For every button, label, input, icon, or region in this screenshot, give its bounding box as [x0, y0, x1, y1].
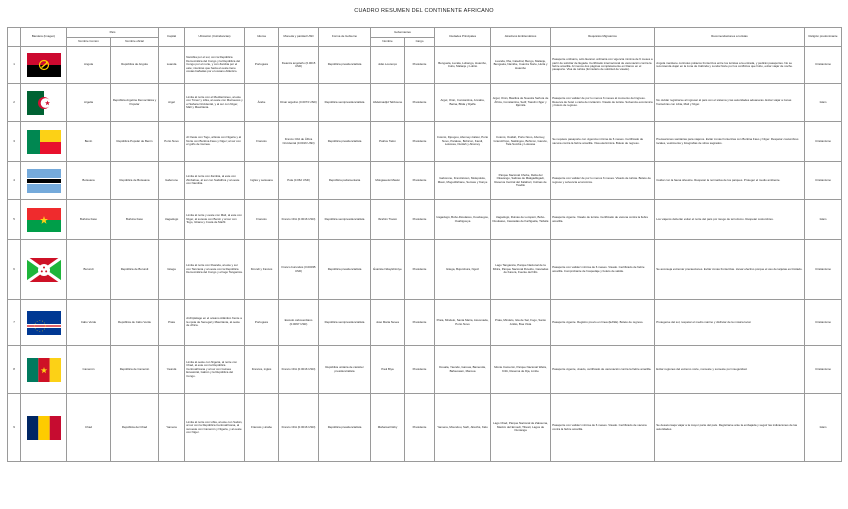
- flag-cameroon-image: [27, 358, 61, 382]
- atractivos-cell: Lago Tanganica, Parque Nacional de la Kibira, Parque Nacional Ruvubu, Cascadas de Karera, Fuente del Nilo: [491, 240, 551, 300]
- header-bandera: Bandera (Imagen): [21, 28, 67, 47]
- gob-nombre-cell: Mokgweetsi Masisi: [371, 162, 405, 200]
- row-number: 9: [8, 394, 21, 462]
- recomendaciones-cell: Cuidar con la fauna silvestre. Respetar la normativa de los parques. Proteger el medio ambiente.: [655, 162, 805, 200]
- header-religion: Religión predominante: [805, 28, 842, 47]
- nombre-comun-cell: Botsuana: [67, 162, 111, 200]
- flag-cell: [21, 47, 67, 84]
- header-moneda: Moneda y paridad USD: [279, 28, 319, 47]
- table-row: [8, 394, 842, 462]
- nombre-oficial-cell: República de Botsuana: [111, 162, 159, 200]
- table-row: [8, 240, 842, 300]
- ubicacion-cell: Namibia por el sur, con la República Democrática del Congo y la República del Congo por el norte, y con Zambia por el este; mientras que hacia el oeste tiene costas bañadas por el océano Atlántico.: [185, 47, 245, 84]
- ubicacion-cell: Limita al norte con Libia, al este con Sudán, al sur con la República Centroafricana, al suroeste con Camerún y Nigeria, y al oeste con Níger.: [185, 394, 245, 462]
- header-idioma: Idioma: [245, 28, 279, 47]
- gob-cargo-cell: Presidente: [405, 346, 435, 394]
- forma-gobierno-cell: República unitaria de carácter presidencialista: [319, 346, 371, 394]
- ubicacion-cell: Limita al norte con Ruanda, al este y sur con Tanzania y al oeste con la República Democrática del Congo y el lago Tanganica.: [185, 240, 245, 300]
- religion-cell: Islam: [805, 200, 842, 240]
- atractivos-cell: Lago Chad, Parque Nacional de Zakouma, Macizo del Ennedi, Tibesti, Lagos de Ounianga: [491, 394, 551, 462]
- header-pais: País: [67, 28, 159, 38]
- recomendaciones-cell: Los viajeros deberán evitar el norte del país por riesgo de terrorismo. Respetar costumbres.: [655, 200, 805, 240]
- gob-nombre-cell: Évariste Ndayishimiye: [371, 240, 405, 300]
- nombre-oficial-cell: República Popular de Benín: [111, 122, 159, 162]
- religion-cell: Cristianismo: [805, 122, 842, 162]
- row-number: 3: [8, 122, 21, 162]
- idioma-cell: Francés: [245, 122, 279, 162]
- idioma-cell: Francés: [245, 200, 279, 240]
- capital-cell: Gitega: [159, 240, 185, 300]
- flag-cell: [21, 84, 67, 122]
- requisitos-cell: Pasaporte vigente. Visado de turista. Certificado de vacuna contra la fiebre amarilla.: [551, 200, 655, 240]
- recomendaciones-cell: Protegerse del sol, respetar el medio marino y disfrutar de la música local.: [655, 300, 805, 346]
- religion-cell: Cristianismo: [805, 162, 842, 200]
- capital-cell: Yaundé: [159, 346, 185, 394]
- flag-cell: [21, 162, 67, 200]
- moneda-cell: Pula (0.062 USD): [279, 162, 319, 200]
- header-ciudades: Ciudades Principales: [435, 28, 491, 47]
- recomendaciones-cell: Precauciones sanitarias para viajeros. Evitar zonas fronterizas con Burkina Faso y Níger. Respetar costumbres locales, vestimenta y fotografías de sitios sagrados.: [655, 122, 805, 162]
- atractivos-cell: Parque Nacional Chobe, Delta del Okavango, Salinas de Makgadikgadi, Reserva Central del Kalahari, Colinas de Tsodilo: [491, 162, 551, 200]
- gob-cargo-cell: Presidente: [405, 47, 435, 84]
- requisitos-cell: Pasaporte vigente. Registro previo en línea (EASE). Boleto de regreso.: [551, 300, 655, 346]
- flag-cell: [21, 394, 67, 462]
- forma-gobierno-cell: República semipresidencialista: [319, 84, 371, 122]
- flag-caboverde-image: [27, 311, 61, 335]
- recomendaciones-cell: Evitar regiones del extremo norte, noroeste y suroeste por inseguridad.: [655, 346, 805, 394]
- moneda-cell: Kwanza angoleño (0.0015 USD): [279, 47, 319, 84]
- ubicacion-cell: Al Oeste con Togo, al Este con Nigeria y al Norte con Burkina Faso y Níger; al sur con el golfo de Guinea.: [185, 122, 245, 162]
- religion-cell: Islam: [805, 84, 842, 122]
- gob-nombre-cell: Abdelmadjid Tebboune: [371, 84, 405, 122]
- moneda-cell: Escudo caboverdiano (0.0097 USD): [279, 300, 319, 346]
- capital-cell: Praia: [159, 300, 185, 346]
- gob-nombre-cell: José Maria Neves: [371, 300, 405, 346]
- capital-cell: Yamena: [159, 394, 185, 462]
- header-capital: Capital: [159, 28, 185, 47]
- atractivos-cell: Cotonú, Ouidah, Porto Novo, Abomey, Grand-Popo, Natitingou, Bohicon, Ganvié, Tata Somba y Lokossa: [491, 122, 551, 162]
- ubicacion-cell: Limita al oeste con Nigeria, al norte con Chad, al este con la República Centroafricana y al sur con Guinea Ecuatorial, Gabón y la República del Congo.: [185, 346, 245, 394]
- nombre-comun-cell: Chad: [67, 394, 111, 462]
- recomendaciones-cell: Se desaconseja viajar a la mayor parte del país. Registrarse ante la embajada y seguir las indicaciones de las autoridades.: [655, 394, 805, 462]
- recomendaciones-cell: No olvidar registrarse al ingresar al país con el sistema y las autoridades aduaneras. Evitar viajar a zonas fronterizas con Libia, Malí y Níger.: [655, 84, 805, 122]
- row-number: 5: [8, 200, 21, 240]
- header-num: [8, 28, 21, 47]
- gob-cargo-cell: Presidente: [405, 300, 435, 346]
- row-number: 4: [8, 162, 21, 200]
- requisitos-cell: Se requiere pasaporte con vigencia mínima de 6 meses. Certificado de vacuna contra la fiebre amarilla. Visa electrónica. Boleto de regreso.: [551, 122, 655, 162]
- gob-nombre-cell: Ibrahim Traoré: [371, 200, 405, 240]
- header-nombre-comun: Nombre Común: [67, 38, 111, 47]
- capital-cell: Luanda: [159, 47, 185, 84]
- recomendaciones-cell: Se aconseja extremar precauciones. Evitar zonas fronterizas. Llevar efectivo porque el uso de tarjetas es limitado.: [655, 240, 805, 300]
- religion-cell: Cristianismo: [805, 300, 842, 346]
- forma-gobierno-cell: República presidencialista: [319, 394, 371, 462]
- gob-cargo-cell: Presidente: [405, 394, 435, 462]
- religion-cell: Cristianismo: [805, 240, 842, 300]
- capital-cell: Uagadugú: [159, 200, 185, 240]
- gob-cargo-cell: Presidente: [405, 240, 435, 300]
- atractivos-cell: Monte Camerún, Parque Nacional Waza, Kribi, Reserva de Dja, Limbe: [491, 346, 551, 394]
- header-gob-cargo: Cargo: [405, 38, 435, 47]
- religion-cell: Islam: [805, 394, 842, 462]
- religion-cell: Cristianismo: [805, 346, 842, 394]
- flag-cell: [21, 200, 67, 240]
- nombre-comun-cell: Angola: [67, 47, 111, 84]
- nombre-oficial-cell: Burkina Faso: [111, 200, 159, 240]
- gob-cargo-cell: Presidente: [405, 162, 435, 200]
- atractivos-cell: Uagadugú, Ruinas de Loropéni, Bobo-Dioulasso, Cascadas de Karfiguéla, Tiébélé: [491, 200, 551, 240]
- forma-gobierno-cell: República presidencialista: [319, 47, 371, 84]
- requisitos-cell: Pasaporte con validez mínima de 6 meses. Visado. Certificado de vacuna contra la fiebre amarilla.: [551, 394, 655, 462]
- row-number: 2: [8, 84, 21, 122]
- requisitos-cell: Pasaporte con validez de por lo menos 6 meses. Visado de turista. Boleto de regreso y solvencia económica.: [551, 162, 655, 200]
- flag-chad-image: [27, 416, 61, 440]
- summary-table: [7, 27, 842, 462]
- flag-cell: [21, 240, 67, 300]
- idioma-cell: Portugués: [245, 300, 279, 346]
- header-ubicacion: Ubicación (Colindancias): [185, 28, 245, 47]
- ciudades-cell: Yamena, Moundou, Sarh, Abéché, Kélo: [435, 394, 491, 462]
- header-forma-gobierno: Forma de Gobierno: [319, 28, 371, 47]
- table-row: [8, 84, 842, 122]
- forma-gobierno-cell: República semipresidencialista: [319, 300, 371, 346]
- flag-cell: [21, 122, 67, 162]
- flag-benin-image: [27, 130, 61, 154]
- table-row: [8, 200, 842, 240]
- ubicacion-cell: Limita al norte con Zambia, al este con Zimbabue, al sur con Sudáfrica y al oeste con Namibia.: [185, 162, 245, 200]
- flag-algeria-image: [27, 91, 61, 115]
- flag-cell: [21, 300, 67, 346]
- gob-cargo-cell: Presidente: [405, 84, 435, 122]
- gob-nombre-cell: João Lourenço: [371, 47, 405, 84]
- table-row: [8, 346, 842, 394]
- nombre-oficial-cell: República de Angola: [111, 47, 159, 84]
- flag-cell: [21, 346, 67, 394]
- idioma-cell: Inglés y setsuana: [245, 162, 279, 200]
- moneda-cell: Franco CFA (0.0016 USD): [279, 200, 319, 240]
- atractivos-cell: Luanda, Ilha, Catedral, Bengo, Malanje, Benguela, Namibe, Cuanza Norte, Huíla y Huambo: [491, 47, 551, 84]
- ciudades-cell: Argel, Orán, Constantina, Annaba, Batna, Blida y Djelfa: [435, 84, 491, 122]
- ciudades-cell: Gaborone, Francistown, Molepolole, Maun, Mogoditshane, Serowe y Kanye: [435, 162, 491, 200]
- atractivos-cell: Praia, Mindelo, Isla de Sal, Fogo, Santo Antão, Boa Vista: [491, 300, 551, 346]
- nombre-comun-cell: Camerún: [67, 346, 111, 394]
- nombre-oficial-cell: República de Cabo Verde: [111, 300, 159, 346]
- flag-botswana-image: [27, 169, 61, 193]
- nombre-oficial-cell: República de Camerún: [111, 346, 159, 394]
- nombre-oficial-cell: República Argelina Democrática y Popular: [111, 84, 159, 122]
- moneda-cell: Franco CFA (0.0016 USD): [279, 346, 319, 394]
- gob-cargo-cell: Presidente: [405, 200, 435, 240]
- idioma-cell: Francés, inglés: [245, 346, 279, 394]
- nombre-oficial-cell: República de Burundi: [111, 240, 159, 300]
- row-number: 1: [8, 47, 21, 84]
- forma-gobierno-cell: República presidencialista: [319, 240, 371, 300]
- idioma-cell: Kirundi y francés: [245, 240, 279, 300]
- document-title: CUADRO RESUMEN DEL CONTINENTE AFRICANO: [354, 8, 494, 14]
- ubicacion-cell: Limita al norte con el Mediterráneo, al este con Túnez y Libia, al oeste con Marruecos y el Sahara Occidental, y al sur con Níger, Malí y Mauritania.: [185, 84, 245, 122]
- header-atractivos: Atractivos Emblemáticos: [491, 28, 551, 47]
- ubicacion-cell: Limita al norte y oeste con Malí, al este con Níger, al sureste con Benín y al sur con Togo, Ghana y Costa de Marfil.: [185, 200, 245, 240]
- table-row: [8, 122, 842, 162]
- requisitos-cell: Pasaporte con validez de por lo menos 6 meses al momento del ingreso. Reserva de hotel o carta de invitación. Visado de turista. Solvencia económica y boleto de regreso.: [551, 84, 655, 122]
- moneda-cell: Franco burundés (0.00035 USD): [279, 240, 319, 300]
- row-number: 6: [8, 240, 21, 300]
- capital-cell: Porto Novo: [159, 122, 185, 162]
- nombre-comun-cell: Argelia: [67, 84, 111, 122]
- header-gob-nombre: Nombre: [371, 38, 405, 47]
- religion-cell: Cristianismo: [805, 47, 842, 84]
- capital-cell: Gaborone: [159, 162, 185, 200]
- header-nombre-oficial: Nombre oficial: [111, 38, 159, 47]
- header-recomendaciones: Recomendaciones a turistas: [655, 28, 805, 47]
- flag-burundi-image: [27, 258, 61, 282]
- table-row: [8, 162, 842, 200]
- flag-angola-image: [27, 53, 61, 77]
- gob-nombre-cell: Paul Biya: [371, 346, 405, 394]
- table-row: [8, 300, 842, 346]
- nombre-comun-cell: Benín: [67, 122, 111, 162]
- moneda-cell: Franco CFA de África Occidental (0.0016 USD): [279, 122, 319, 162]
- ciudades-cell: Praia, Mindelo, Santa María, Assomada, Porto Novo: [435, 300, 491, 346]
- forma-gobierno-cell: República semipresidencialista: [319, 200, 371, 240]
- ciudades-cell: Benguela, Lucala, Lubango, Huambo, Cuito, Malanje y Lobito: [435, 47, 491, 84]
- header-gobernantes: Gobernantes: [371, 28, 435, 38]
- nombre-comun-cell: Burkina Faso: [67, 200, 111, 240]
- forma-gobierno-cell: República parlamentaria: [319, 162, 371, 200]
- ciudades-cell: Cotonú, Djougou, Abomey-Calavi, Porto Novo, Parakou, Bohicon, Kandi, Lokossa, Ouidah y Abomey: [435, 122, 491, 162]
- table-row: [8, 47, 842, 84]
- ubicacion-cell: Archipiélago en el océano Atlántico frente a la costa de Senegal y Mauritania, al oeste de África.: [185, 300, 245, 346]
- atractivos-cell: Argel, Orán, Basílica de Nuestra Señora de África, Constantina, Setif, Tassili n'Ajjer y Djémila: [491, 84, 551, 122]
- requisitos-cell: Pasaporte vigente, visado, certificado de vacunación contra la fiebre amarilla.: [551, 346, 655, 394]
- idioma-cell: Árabe: [245, 84, 279, 122]
- table-body: [8, 47, 842, 462]
- capital-cell: Argel: [159, 84, 185, 122]
- flag-burkina-image: [27, 208, 61, 232]
- moneda-cell: Franco CFA (0.0016 USD): [279, 394, 319, 462]
- gob-nombre-cell: Mahamat Déby: [371, 394, 405, 462]
- gob-cargo-cell: Presidente: [405, 122, 435, 162]
- requisitos-cell: Pasaporte con validez mínima de 6 meses. Visado. Certificado de fiebre amarilla. Comprobante de hospedaje y boleto de salida.: [551, 240, 655, 300]
- row-number: 7: [8, 300, 21, 346]
- ciudades-cell: Douala, Yaundé, Garoua, Bamenda, Bafoussam, Maroua: [435, 346, 491, 394]
- moneda-cell: Dinar argelino (0.0073 USD): [279, 84, 319, 122]
- nombre-comun-cell: Cabo Verde: [67, 300, 111, 346]
- requisitos-cell: Pasaporte ordinario, sólo llevaron ordinaria con vigencia mínima de 6 meses a partir de solicitar de llegada. Certificado internacional de vacunación contra la fiebre amarilla. Al menos dos páginas completamente en blanco en el pasaporte. Visa de turista (formulario de solicitud de visado).: [551, 47, 655, 84]
- header-requisitos: Requisitos Migratorios: [551, 28, 655, 47]
- ciudades-cell: Gitega, Bujumbura, Ngozi: [435, 240, 491, 300]
- ciudades-cell: Uagadugú, Bobo-Dioulasso, Koudougou, Ouahigouya: [435, 200, 491, 240]
- idioma-cell: Portugués: [245, 47, 279, 84]
- nombre-oficial-cell: República del Chad: [111, 394, 159, 462]
- recomendaciones-cell: Angola mantiene controles poliacos fronterizos entre los turistas a la entrada, y pedirán pasaportes. No se recomienda viajar en la zona de Cabinda y Lunda Norte por los conflictos que hubo, evitar viajar de noche.: [655, 47, 805, 84]
- idioma-cell: Francés y árabe: [245, 394, 279, 462]
- forma-gobierno-cell: República presidencialista: [319, 122, 371, 162]
- row-number: 8: [8, 346, 21, 394]
- nombre-comun-cell: Burundi: [67, 240, 111, 300]
- gob-nombre-cell: Patrice Talon: [371, 122, 405, 162]
